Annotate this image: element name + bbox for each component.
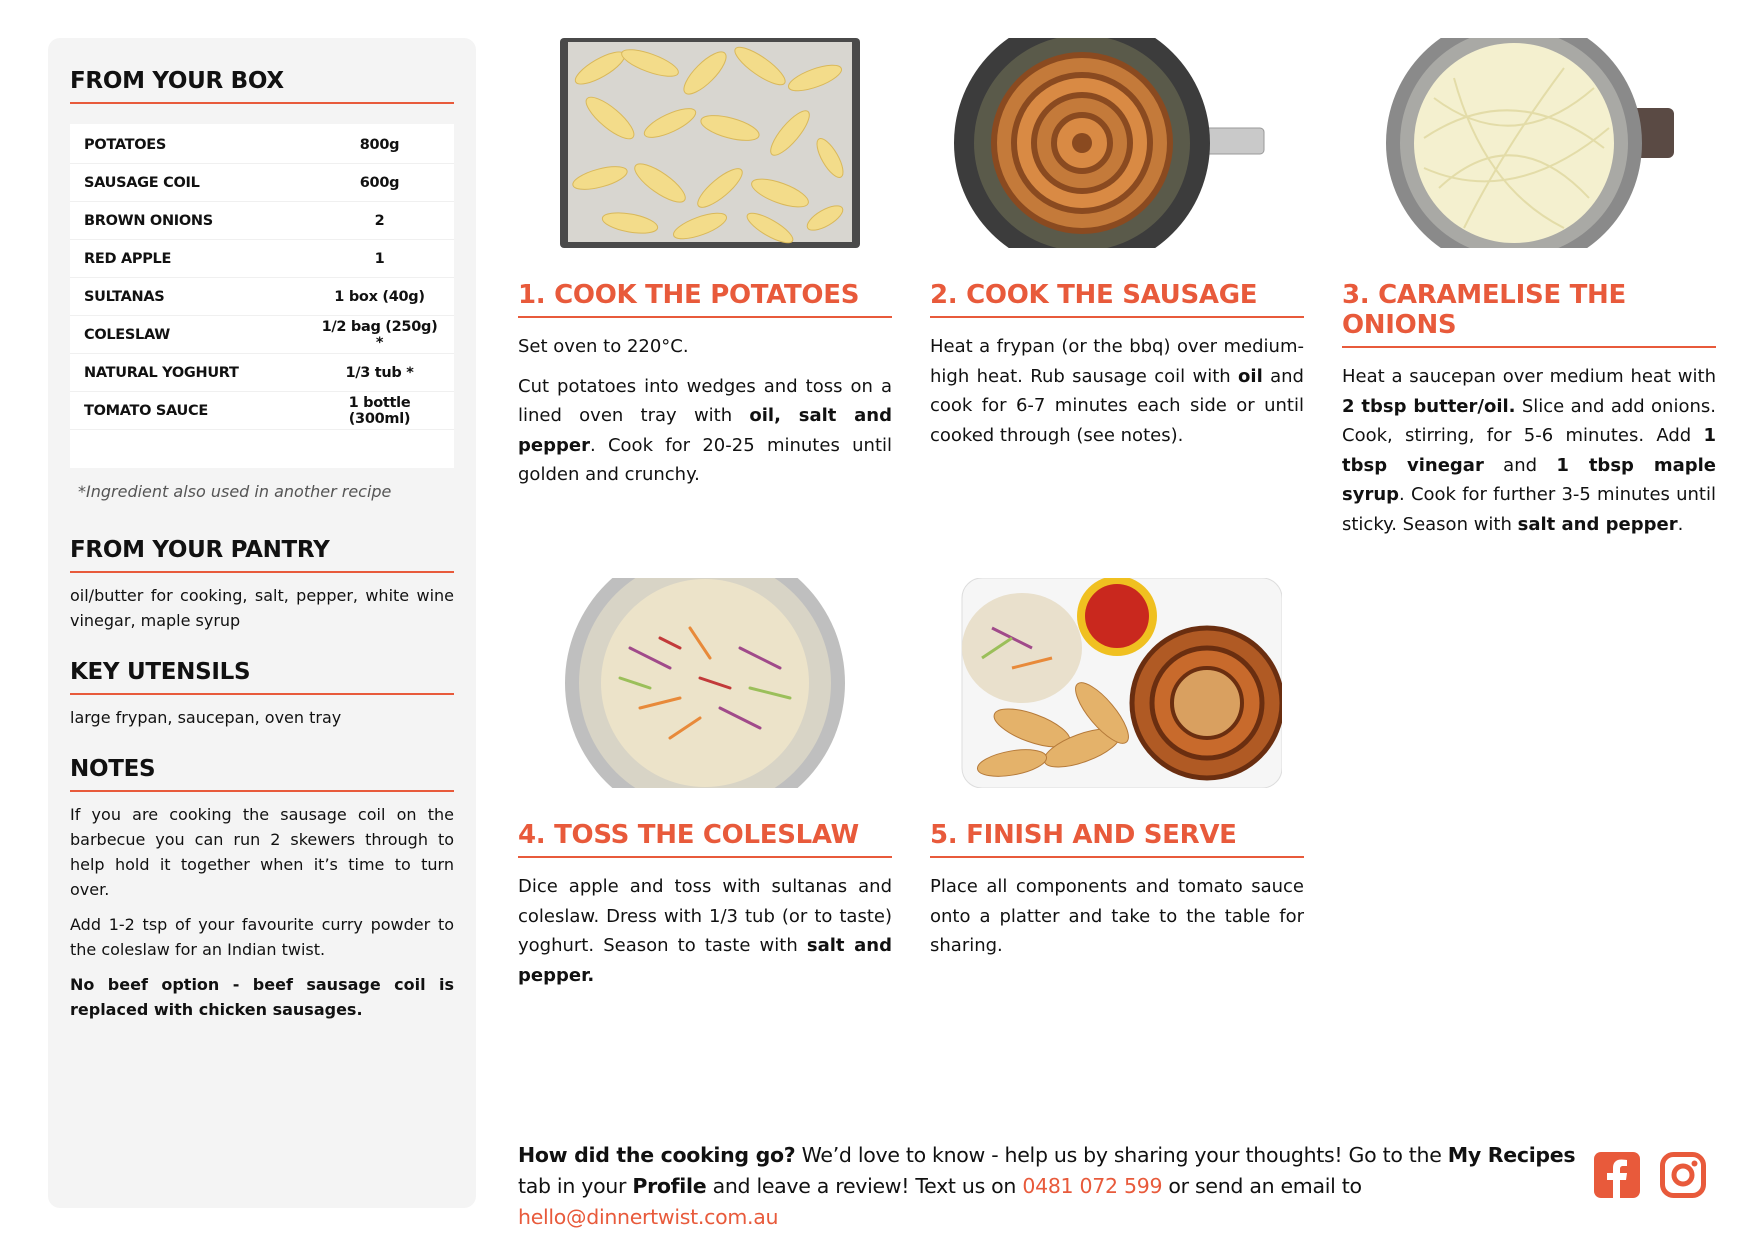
ingredient-name: NATURAL YOGHURT [84,364,239,381]
ingredient-name: RED APPLE [84,250,172,267]
phone-link[interactable]: 0481 072 599 [1022,1174,1163,1198]
pantry-text: oil/butter for cooking, salt, pepper, white wine vinegar, maple syrup [70,586,454,630]
step-5 [930,578,1304,971]
ingredients-panel [48,38,476,1208]
ingredient-table [70,124,454,468]
step-2 [930,38,1304,460]
ingredient-name: POTATOES [84,136,166,153]
notes-text [70,802,454,1022]
step-title: 5. FINISH AND SERVE [930,820,1304,858]
ingredient-row [70,278,454,316]
step-body [930,332,1304,450]
step-body [1342,362,1716,539]
ingredient-qty: 1 bottle (300ml) [348,394,411,427]
utensils-text: large frypan, saucepan, oven tray [70,708,342,727]
platter-photo [952,578,1282,788]
ingredient-note: *Ingredient also used in another recipe [78,482,392,501]
email-link[interactable]: hello@dinnertwist.com.au [518,1205,779,1229]
step-paragraph: Set oven to 220°C. [518,336,689,357]
coleslaw-photo [540,578,870,788]
ingredient-qty: 600g [359,174,400,191]
ingredient-row [70,202,454,240]
note-paragraph: If you are cooking the sausage coil on the barbecue you can run 2 skewers through to help hold it together when it’s time to turn over. [70,805,454,899]
step-title: 4. TOSS THE COLESLAW [518,820,892,858]
ingredient-row [70,354,454,392]
ingredient-row [70,316,454,354]
step-body [518,332,892,490]
box-heading: FROM YOUR BOX [70,68,454,104]
step-body [930,872,1304,961]
ingredient-row [70,392,454,430]
step-paragraph: Heat a frypan (or the bbq) over medium-high heat. Rub sausage coil with oil and cook for 6-7 minutes each side or until cooked through (see notes). [930,336,1304,446]
facebook-icon[interactable] [1594,1152,1640,1198]
ingredient-row [70,164,454,202]
ingredient-qty: 1 [374,250,385,267]
potatoes-photo [540,38,870,248]
step-title: 3. CARAMELISE THE ONIONS [1342,280,1716,348]
onions-photo [1364,38,1694,248]
step-body [518,872,892,990]
note-bold: No beef option - beef sausage coil is replaced with chicken sausages. [70,975,454,1019]
ingredient-row [70,126,454,164]
utensils-section [70,659,454,730]
step-3 [1342,38,1716,549]
ingredient-qty: 2 [374,212,385,229]
my-recipes-label: My Recipes [1447,1143,1576,1167]
note-paragraph: Add 1-2 tsp of your favourite curry powder to the coleslaw for an Indian twist. [70,915,454,959]
utensils-heading: KEY UTENSILS [70,659,454,695]
step-title: 1. COOK THE POTATOES [518,280,892,318]
ingredient-name: COLESLAW [84,326,170,343]
ingredient-row [70,240,454,278]
ingredient-qty: 800g [359,136,400,153]
ingredient-name: TOMATO SAUCE [84,402,208,419]
instagram-icon[interactable] [1660,1152,1706,1198]
sausage-photo [952,38,1282,248]
ingredient-qty: 1/2 bag (250g) * [321,318,438,351]
profile-label: Profile [632,1174,707,1198]
step-4 [518,578,892,1000]
notes-section [70,756,454,1022]
ingredient-qty: 1/3 tub * [345,364,414,381]
ingredient-name: SAUSAGE COIL [84,174,200,191]
step-paragraph: Heat a saucepan over medium heat with 2 tbsp butter/oil. Slice and add onions. Cook, stirring, for 5-6 minutes. Add 1 tbsp vinegar and 1 tbsp maple syrup. Cook for further 3-5 minutes until sticky. Season with salt and pepper. [1342,366,1716,535]
feedback-question: How did the cooking go? [518,1143,796,1167]
ingredient-name: BROWN ONIONS [84,212,213,229]
ingredient-qty: 1 box (40g) [334,288,425,305]
notes-heading: NOTES [70,756,454,792]
pantry-section [70,537,454,633]
step-paragraph: Cut potatoes into wedges and toss on a lined oven tray with oil, salt and pepper. Cook for 20-25 minutes until golden and crunchy. [518,375,893,485]
pantry-heading: FROM YOUR PANTRY [70,537,454,573]
feedback-footer: How did the cooking go? We’d love to know - help us by sharing your thoughts! Go to the My Recipes tab in your Profile and leave a review! Text us on 0481 072 599 or send an email to hello@dinnertwist.com.au [518,1143,1576,1229]
ingredient-name: SULTANAS [84,288,165,305]
step-1 [518,38,892,500]
step-paragraph: Place all components and tomato sauce onto a platter and take to the table for sharing. [930,876,1304,956]
step-title: 2. COOK THE SAUSAGE [930,280,1304,318]
step-paragraph: Dice apple and toss with sultanas and coleslaw. Dress with 1/3 tub (or to taste) yoghurt. Season to taste with salt and pepper. [518,876,892,986]
